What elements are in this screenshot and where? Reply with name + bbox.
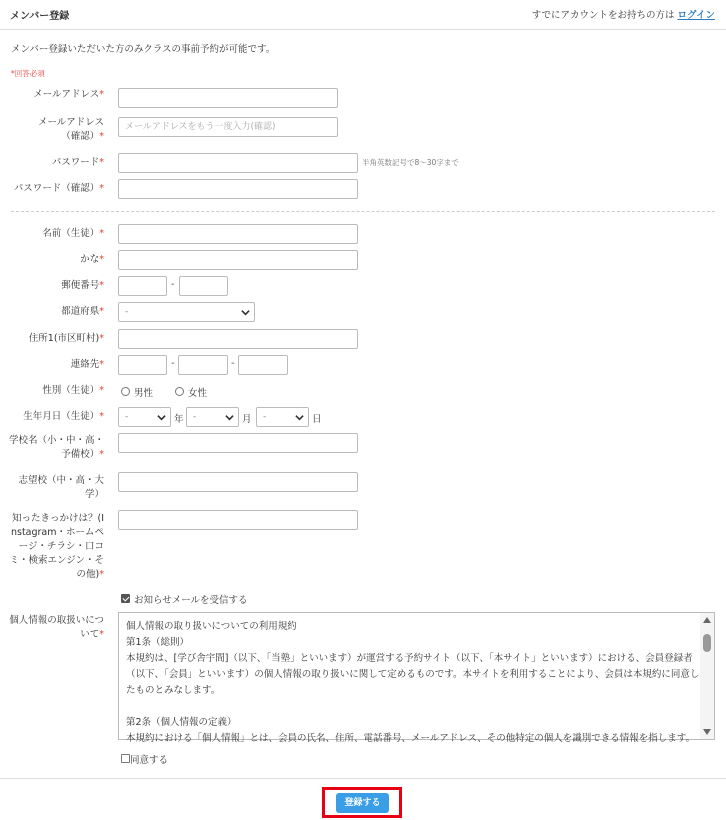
agree-label: 同意する <box>130 755 169 766</box>
agree-checkbox[interactable] <box>121 754 130 763</box>
school-label: 学校名（小・中・高・ 予備校）* <box>8 435 104 460</box>
scroll-down-arrow-icon[interactable] <box>703 729 711 735</box>
intro-text: メンバー登録いただいた方のみクラスの事前予約が可能です。 <box>11 44 276 55</box>
login-link[interactable]: ログイン <box>677 10 715 21</box>
password-confirm-label: パスワード（確認）* <box>13 183 104 194</box>
prefecture-select[interactable] <box>118 302 255 322</box>
email-label: メールアドレス* <box>33 89 104 100</box>
email-confirm-input[interactable] <box>118 117 338 137</box>
postal-separator: - <box>171 279 175 290</box>
referral-label: 知ったきっかけは？(I nstagram・ホームペ ージ・チラシ・口コ ミ・検索エンジン・そ の他)* <box>9 513 104 580</box>
password-input[interactable] <box>118 153 358 173</box>
postal-code-first-input[interactable] <box>118 276 167 296</box>
phone-label: 連絡先* <box>70 359 104 370</box>
phone-separator-1: - <box>171 358 175 369</box>
password-hint: 半角英数記号で8～30字まで <box>362 158 459 167</box>
required-note: *回答必須 <box>11 69 45 78</box>
phone-third-input[interactable] <box>238 355 288 375</box>
address-label: 住所1(市区町村)* <box>28 333 104 344</box>
school-input[interactable] <box>118 433 358 453</box>
birth-year-select[interactable]: - <box>118 407 171 427</box>
year-unit: 年 <box>174 414 184 425</box>
footer-divider <box>0 778 726 779</box>
gender-female-label: 女性 <box>188 388 208 399</box>
birthday-label: 生年月日（生徒）* <box>23 411 104 422</box>
scroll-thumb[interactable] <box>703 634 711 652</box>
prefecture-selected-value: - <box>125 307 129 317</box>
privacy-terms-content <box>126 619 702 747</box>
email-input[interactable] <box>118 88 338 108</box>
birth-month-select[interactable]: - <box>186 407 239 427</box>
postal-label: 郵便番号* <box>61 280 104 291</box>
kana-input[interactable] <box>118 250 358 270</box>
name-label: 名前（生徒）* <box>42 228 104 239</box>
submit-button[interactable]: 登録する <box>336 793 389 813</box>
name-input[interactable] <box>118 224 358 244</box>
privacy-label: 個人情報の取扱いにつ いて* <box>9 615 104 640</box>
postal-code-second-input[interactable] <box>179 276 228 296</box>
privacy-terms-box[interactable] <box>118 612 715 744</box>
page-title: メンバー登録 <box>10 11 70 22</box>
article2-body: 本規約における「個人情報」とは、会員の氏名、住所、電話番号、メールアドレス、その他特定の個人を識別できる情報を指します。 <box>126 733 696 744</box>
password-label: パスワード* <box>51 157 104 168</box>
phone-second-input[interactable] <box>178 355 228 375</box>
newsletter-checkbox[interactable] <box>121 594 130 603</box>
article1-body: 本規約は、[学び舎宇間]（以下、「当塾」といいます）が運営する予約サイト（以下、「本サイト」といいます）における、会員登録者（以下、「会員」といいます）の個人情報の取り扱いに関して定めるものです。本サイトを利用することにより、会員は本規約に同意したものとみなします。 <box>126 653 700 696</box>
address-input[interactable] <box>118 329 358 349</box>
login-prompt <box>532 7 715 21</box>
article2-title: 第2条（個人情報の定義） <box>126 717 237 728</box>
month-unit: 月 <box>242 414 252 425</box>
referral-input[interactable] <box>118 510 358 530</box>
scroll-up-arrow-icon[interactable] <box>703 617 711 623</box>
chevron-down-icon <box>295 413 304 422</box>
gender-male-radio[interactable] <box>121 387 130 396</box>
phone-separator-2: - <box>231 358 235 369</box>
terms-scrollbar[interactable] <box>700 613 714 739</box>
birth-day-select[interactable]: - <box>256 407 309 427</box>
kana-label: かな* <box>80 254 104 265</box>
chevron-down-icon <box>241 308 250 317</box>
email-confirm-label: メールアドレス （確認）* <box>37 117 104 142</box>
target-school-label: 志望校（中・高・大 学） <box>18 475 104 500</box>
gender-male-label: 男性 <box>134 388 154 399</box>
prefecture-label: 都道府県* <box>61 306 104 317</box>
day-unit: 日 <box>312 414 322 425</box>
phone-first-input[interactable] <box>118 355 167 375</box>
chevron-down-icon <box>225 413 234 422</box>
article1-title: 第1条（総則） <box>126 637 190 648</box>
terms-title: 個人情報の取り扱いについての利用規約 <box>126 621 297 632</box>
chevron-down-icon <box>157 413 166 422</box>
section-divider <box>11 211 715 212</box>
page-header <box>0 0 726 30</box>
gender-female-radio[interactable] <box>175 387 184 396</box>
target-school-input[interactable] <box>118 472 358 492</box>
account-prompt-text: すでにアカウントをお持ちの方は <box>531 10 675 21</box>
password-confirm-input[interactable] <box>118 179 358 199</box>
newsletter-label: お知らせメールを受信する <box>134 595 248 606</box>
gender-label: 性別（生徒）* <box>42 385 104 396</box>
